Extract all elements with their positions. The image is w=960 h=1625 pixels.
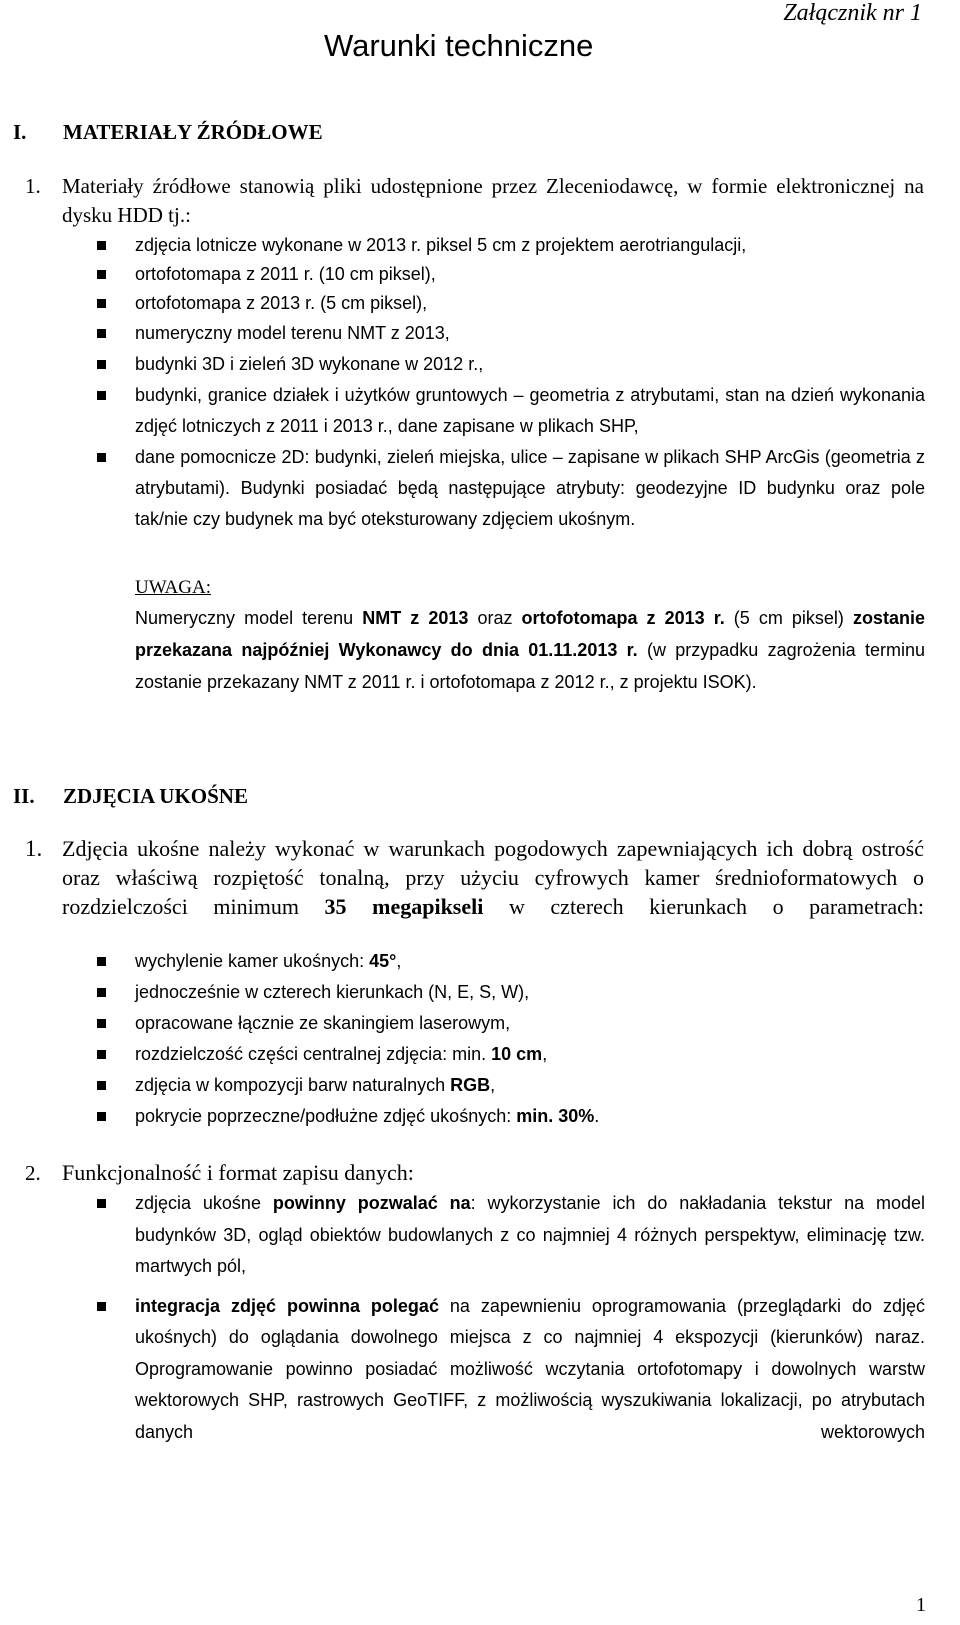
bullet-icon [97,988,106,997]
document-title: Warunki techniczne [324,28,594,63]
list-item: rozdzielczość części centralnej zdjęcia: min. 10 cm, [135,1039,925,1070]
section-1-number: I. [13,120,27,144]
bullet-icon [97,1112,106,1121]
camera-parameters-list [135,946,925,1132]
list-item: ortofotomapa z 2013 r. (5 cm piksel), [135,289,925,318]
bullet-icon [97,391,106,400]
list-item: wychylenie kamer ukośnych: 45°, [135,946,925,977]
section-1-title: MATERIAŁY ŹRÓDŁOWE [63,120,323,144]
note-label: UWAGA: [135,577,211,598]
source-materials-list [135,231,925,535]
bullet-icon [97,1302,106,1311]
list-item: jednocześnie w czterech kierunkach (N, E, S, W), [135,977,925,1008]
list-item: zdjęcia w kompozycji barw naturalnych RGB, [135,1070,925,1101]
bullet-icon [97,453,106,462]
section-2-heading [13,784,513,814]
annex-label: Załącznik nr 1 [783,0,922,26]
list-item: ortofotomapa z 2011 r. (10 cm piksel), [135,260,925,289]
item-1-text: Materiały źródłowe stanowią pliki udostępnione przez Zleceniodawcę, w formie elektronicznej na dysku HDD tj.: [62,174,924,227]
item-2-1-number: 1. [25,836,43,861]
list-item: dane pomocnicze 2D: budynki, zieleń miejska, ulice – zapisane w plikach SHP ArcGis (geometria z atrybutami). Budynki posiadać będą następujące atrybuty: geodezyjne ID budynku oraz pole tak/nie czy budynek ma być oteksturowany zdjęciem ukośnym. [135,442,925,535]
list-item: integracja zdjęć powinna polegać na zapewnieniu oprogramowania (przeglądarki do zdjęć ukośnych) do oglądania dowolnego miejsca z co najmniej 4 ekspozycji (kierunków) naraz. Oprogramowanie powinno posiadać możliwość wczytania ortofotomapy i dowolnych warstw wektorowych SHP, rastrowych GeoTIFF, z możliwością wyszukiwania lokalizacji, po atrybutach danych wektorowych [135,1291,925,1449]
bullet-icon [97,329,106,338]
bullet-icon [97,1199,106,1208]
bullet-icon [97,241,106,250]
item-2-1-text: Zdjęcia ukośne należy wykonać w warunkach pogodowych zapewniających ich dobrą ostrość oraz właściwą rozpiętość tonalną, przy użyciu cyfrowych kamer średnioformatowych o rozdzielczości minimum 35 megapikseli w czterech kierunkach o parametrach: [62,836,924,919]
note-text: Numeryczny model terenu NMT z 2013 oraz ortofotomapa z 2013 r. (5 cm piksel) zostanie przekazana najpóźniej Wykonawcy do dnia 01.11.2013 r. (w przypadku zagrożenia terminu zostanie przekazany NMT z 2011 r. i ortofotomapa z 2012 r., z projektu ISOK). [135,608,925,692]
bullet-icon [97,957,106,966]
list-item: opracowane łącznie ze skaningiem laserowym, [135,1008,925,1039]
item-1-number: 1. [25,174,41,198]
list-item: numeryczny model terenu NMT z 2013, [135,318,925,349]
list-item: zdjęcia ukośne powinny pozwalać na: wykorzystanie ich do nakładania tekstur na model budynków 3D, ogląd obiektów budowlanych z co najmniej 4 różnych perspektyw, eliminację tzw. martwych pól, [135,1188,925,1283]
bullet-icon [97,360,106,369]
page-number: 1 [916,1594,926,1616]
bullet-icon [97,1019,106,1028]
bullet-icon [97,1081,106,1090]
bullet-icon [97,270,106,279]
list-item: zdjęcia lotnicze wykonane w 2013 r. piksel 5 cm z projektem aerotriangulacji, [135,231,925,260]
section-1-heading [13,120,513,150]
functionality-list [135,1188,925,1448]
bullet-icon [97,1050,106,1059]
item-2-2-number: 2. [25,1161,41,1185]
bullet-icon [97,299,106,308]
list-item: budynki 3D i zieleń 3D wykonane w 2012 r., [135,349,925,380]
section-2-number: II. [13,784,35,808]
list-item: budynki, granice działek i użytków gruntowych – geometria z atrybutami, stan na dzień wykonania zdjęć lotniczych z 2011 i 2013 r., dane zapisane w plikach SHP, [135,380,925,442]
item-2-2-title: Funkcjonalność i format zapisu danych: [62,1160,414,1185]
list-item: pokrycie poprzeczne/podłużne zdjęć ukośnych: min. 30%. [135,1101,925,1132]
section-2-title: ZDJĘCIA UKOŚNE [63,784,248,808]
